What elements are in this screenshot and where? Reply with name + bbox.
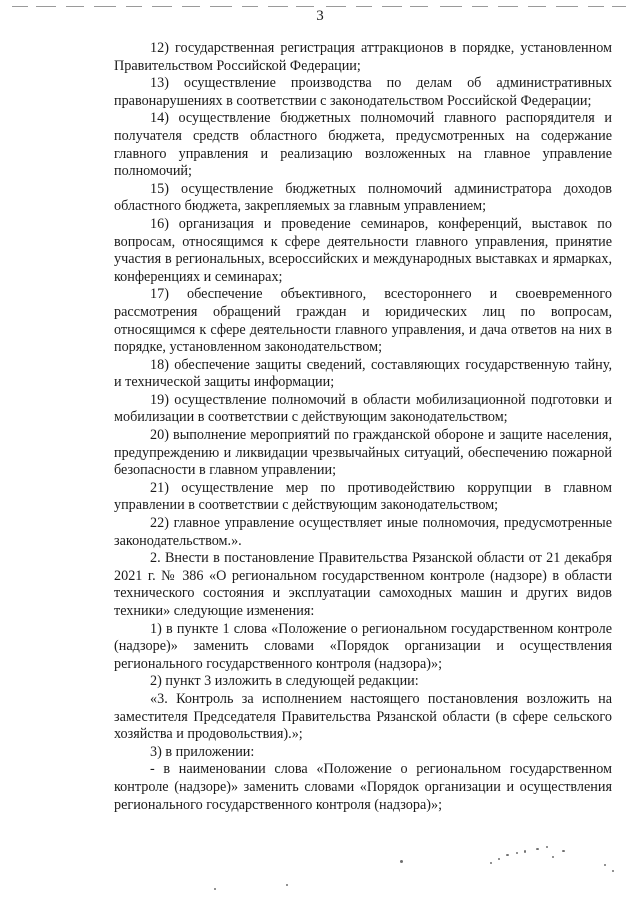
paragraph-change-3-sub: - в наименовании слова «Положение о региональном государственном контроле (надзоре)» заменить словами «Порядок организации и осуществления регионального государственного контроля (надзора)»; [114,761,612,813]
paragraph-new-item-3: «3. Контроль за исполнением настоящего постановления возложить на заместителя Председателя Правительства Рязанской области (в сфере сельского хозяйства и продовольствия).»; [114,690,612,743]
paragraph-item-22: 22) главное управление осуществляет иные полномочия, предусмотренные законодательством.». [114,515,612,549]
scan-noise-marks [0,840,640,900]
paragraph-item-13: 13) осуществление производства по делам об административных правонарушениях в соответствии с законодательством Российской Федерации; [114,75,612,109]
paragraph-item-20: 20) выполнение мероприятий по гражданской обороне и защите населения, предупреждению и ликвидации чрезвычайных ситуаций, обеспечению пожарной безопасности в главном управлении; [114,427,612,479]
paragraph-item-12: 12) государственная регистрация аттракционов в порядке, установленном Правительством Российской Федерации; [114,40,612,74]
paragraph-item-14: 14) осуществление бюджетных полномочий главного распорядителя и получателя средств областного бюджета, предусмотренных на содержание главного управления и реализацию возложенных на главное управление полномочий; [114,110,612,180]
paragraph-section-2: 2. Внести в постановление Правительства Рязанской области от 21 декабря 2021 г. № 386 «О региональном государственном контроле (надзоре) в области технического состояния и эксплуатации самоходных машин и других видов техники» следующие изменения: [114,550,612,619]
paragraph-change-2: 2) пункт 3 изложить в следующей редакции: [150,673,419,690]
paragraph-change-3: 3) в приложении: [150,743,255,760]
document-body [114,40,612,814]
paragraph-item-17: 17) обеспечение объективного, всестороннего и своевременного рассмотрения обращений граждан и юридических лиц по вопросам, относящимся к сфере деятельности главного управления, и дача ответов на них в порядке, установленном законодательством; [114,286,612,356]
paragraph-item-19: 19) осуществление полномочий в области мобилизационной подготовки и мобилизации в соответствии с действующим законодательством; [114,391,612,426]
paragraph-item-18: 18) обеспечение защиты сведений, составляющих государственную тайну, и технической защиты информации; [114,356,612,391]
paragraph-change-1: 1) в пункте 1 слова «Положение о региональном государственном контроле (надзоре)» заменить словами «Порядок организации и осуществления регионального государственного контроля (надзора)»; [114,620,612,672]
paragraph-item-15: 15) осуществление бюджетных полномочий администратора доходов областного бюджета, закрепляемых за главным управлением; [114,180,612,215]
page-number: 3 [316,8,324,24]
paragraph-item-16: 16) организация и проведение семинаров, конференций, выставок по вопросам, относящимся к сфере деятельности главного управления, принятие участия в региональных, всероссийских и международных выставках и ярмарках, конференциях и семинарах; [114,215,612,285]
paragraph-item-21: 21) осуществление мер по противодействию коррупции в главном управлении в соответствии с действующим законодательством; [114,479,612,514]
